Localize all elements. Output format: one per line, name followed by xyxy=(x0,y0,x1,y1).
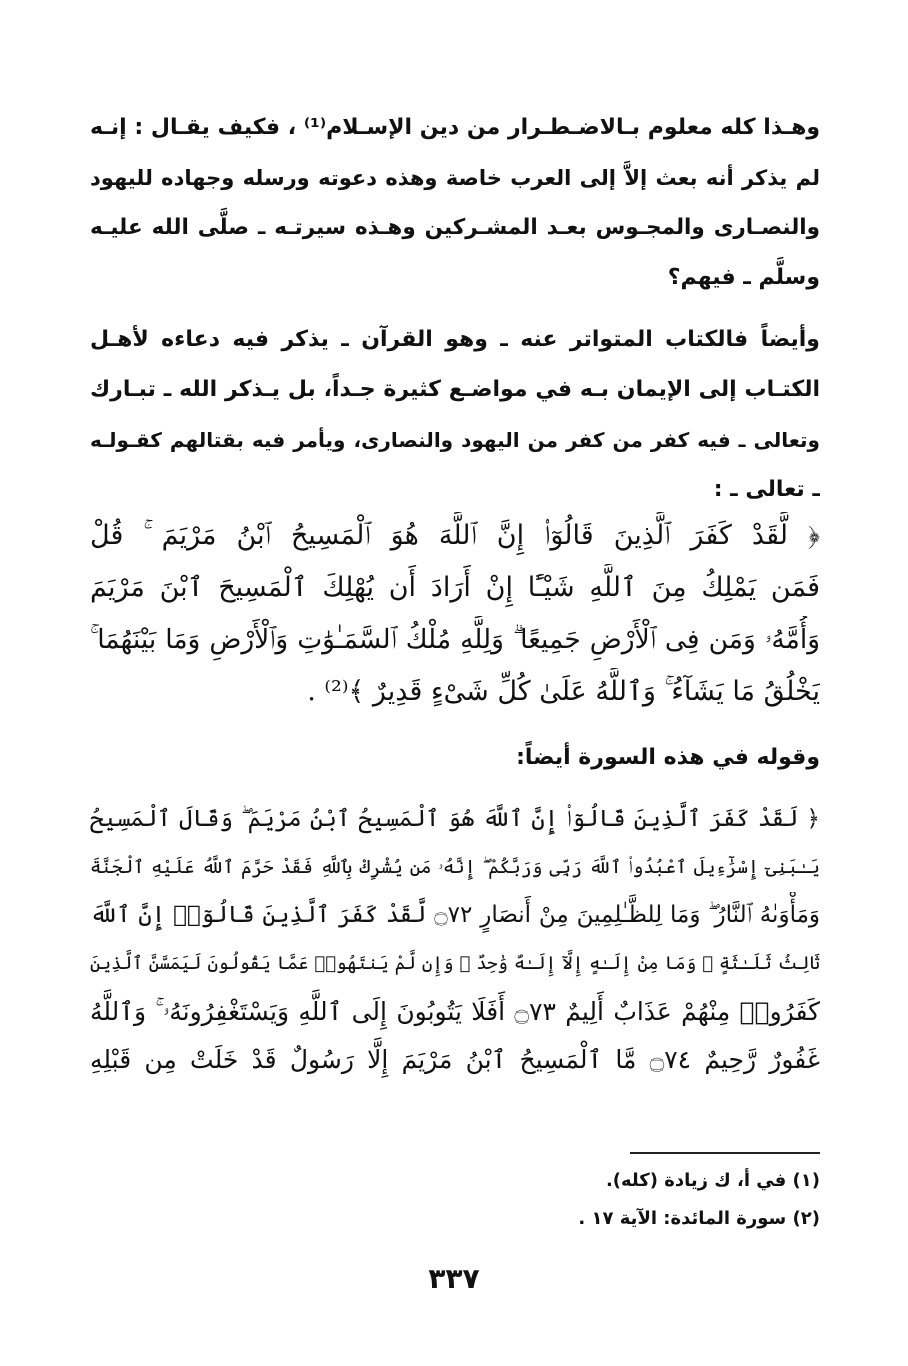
paragraph-line: لم يذكر أنه بعث إلاَّ إلى العرب خاصة وهذه دعوته ورسله وجهاده لليهود xyxy=(90,166,820,190)
verse-line: وَمَأْوَىٰهُ ٱلنَّارُ ۖ وَمَا لِلظَّـٰلِمِينَ مِنْ أَنصَارٍ ۝٧٢ لَّقَدْ كَفَرَ ٱلَّذِينَ قَالُوٓا۟ إِنَّ ٱللَّهَ xyxy=(90,902,820,928)
footnote-1: (١) في أ، ك زيادة (كله). xyxy=(605,1170,820,1191)
verse-line: ثَالِثُ ثَلَـٰثَةٍ ۘ وَمَا مِنْ إِلَـٰهٍ إِلَّآ إِلَـٰهٌ وَٰحِدٌ ۚ وَإِن لَّمْ يَنتَهُوا۟ عَمَّا يَقُولُونَ لَيَمَسَّنَّ ٱلَّذِينَ xyxy=(90,953,820,974)
paragraph-line: الكتـاب إلى الإيمان بـه في مواضـع كثيرة جـداً، بل يـذكر الله ـ تبـارك xyxy=(90,377,820,402)
intro-text: وقوله في هذه السورة أيضاً: xyxy=(516,745,820,770)
verse-line: كَفَرُوا۟ مِنْهُمْ عَذَابٌ أَلِيمٌ ۝٧٣ أَفَلَا يَتُوبُونَ إِلَى ٱللَّهِ وَيَسْتَغْفِرُونَهُۥ ۚ وَٱللَّهُ xyxy=(90,997,820,1026)
footnote-2: (٢) سورة المائدة: الآية ١٧ . xyxy=(578,1208,820,1229)
paragraph-line: والنصـارى والمجـوس بعـد المشـركين وهـذه سيرتـه ـ صلَّى الله عليـه xyxy=(90,215,820,240)
verse-line: يَخْلُقُ مَا يَشَآءُ ۚ وَٱللَّهُ عَلَىٰ كُلِّ شَىْءٍ قَدِيرٌ ﴾⁽²⁾ . xyxy=(307,676,820,707)
quran-verse-block-1 xyxy=(90,512,820,722)
intro-line xyxy=(90,734,820,784)
verse-line: غَفُورٌ رَّحِيمٌ ۝٧٤ مَّا ٱلْمَسِيحُ ٱبْنُ مَرْيَمَ إِلَّا رَسُولٌ قَدْ خَلَتْ مِن قَبْلِهِ xyxy=(90,1045,820,1074)
paragraph-1 xyxy=(90,104,820,304)
paragraph-line: ـ تعالى ـ : xyxy=(713,477,820,502)
verse-line: فَمَن يَمْلِكُ مِنَ ٱللَّهِ شَيْـًٔا إِنْ أَرَادَ أَن يُهْلِكَ ٱلْمَسِيحَ ٱبْنَ مَرْيَمَ xyxy=(90,572,820,603)
quran-verse-block-2 xyxy=(90,796,820,1096)
verse-line: ﴿ لَقَدْ كَفَرَ ٱلَّذِينَ قَالُوٓا۟ إِنَّ ٱللَّهَ هُوَ ٱلْمَسِيحُ ٱبْنُ مَرْيَمَ ۖ وَقَالَ ٱلْمَسِيحُ xyxy=(90,806,820,832)
paragraph-line: وسلَّم ـ فيهم؟ xyxy=(667,265,820,290)
paragraph-line: وأيضاً فالكتاب المتواتر عنه ـ وهو القرآن ـ يذكر فيه دعاءه لأهـل xyxy=(90,327,820,352)
footnote-separator xyxy=(630,1152,820,1154)
verse-line: يَـٰبَنِىٓ إِسْرَٰٓءِيلَ ٱعْبُدُوا۟ ٱللَّهَ رَبِّى وَرَبَّكُمْ ۖ إِنَّهُۥ مَن يُشْرِكْ بِٱللَّهِ فَقَدْ حَرَّمَ ٱللَّهُ عَلَيْهِ ٱلْجَنَّةَ xyxy=(90,857,820,878)
verse-line: ﴿ لَّقَدْ كَفَرَ ٱلَّذِينَ قَالُوٓا۟ إِنَّ ٱللَّهَ هُوَ ٱلْمَسِيحُ ٱبْنُ مَرْيَمَ ۚ قُلْ xyxy=(90,520,820,551)
page-number: ٣٣٧ xyxy=(428,1262,480,1295)
paragraph-line: وهـذا كله معلوم بـالاضـطـرار من دين الإسـلام⁽¹⁾ ، فكيف يقـال : إنـه xyxy=(90,115,820,140)
paragraph-2 xyxy=(90,316,820,516)
verse-line: وَأُمَّهُۥ وَمَن فِى ٱلْأَرْضِ جَمِيعًا ۗ وَلِلَّهِ مُلْكُ ٱلسَّمَـٰوَٰتِ وَٱلْأَرْضِ وَمَا بَيْنَهُمَا ۚ xyxy=(90,624,820,655)
paragraph-line: وتعالى ـ فيه كفر من كفر من اليهود والنصارى، ويأمر فيه بقتالهم كقـولـه xyxy=(90,428,820,452)
